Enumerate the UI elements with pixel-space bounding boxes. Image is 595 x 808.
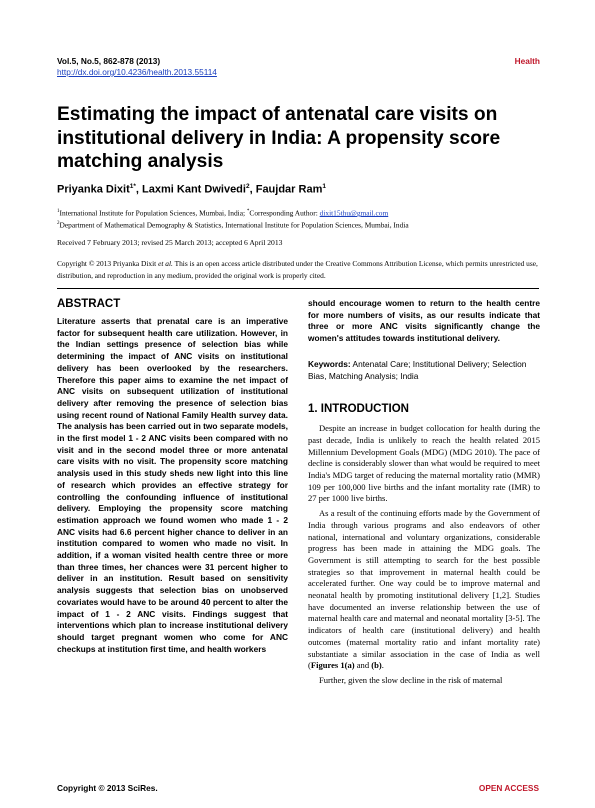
figure-ref[interactable]: Figures 1(a) [310,660,355,671]
affiliation-sup: 2 [57,221,60,227]
introduction-heading: 1. INTRODUCTION [308,403,409,416]
right-column [308,298,540,690]
journal-section: Health [514,56,540,66]
open-access-label: OPEN ACCESS [478,783,539,793]
affiliation-text: International Institute for Population Sciences, Mumbai, India; [59,208,246,218]
corr-sup: * [246,209,250,214]
copyright-suffix: This is an open access article distributed under the Creative Commons Attribution License, which permits unrestricted use, distribution, and reproduction in any medium, provided the original work is properly cited. [57,259,538,280]
intro-paragraph-3: Further, given the slow decline in the risk of maternal [319,674,503,685]
affiliation-2 [57,218,547,230]
journal-info [57,56,217,78]
author-sup: 1 [322,183,326,190]
intro-paragraph-2 [308,508,540,672]
author-name: Priyanka Dixit [57,183,130,196]
footer-copyright: Copyright © 2013 SciRes. [57,783,158,793]
corr-label: Corresponding Author: [249,208,318,218]
paragraph-end: . [381,660,384,671]
figure-ref-and: and [354,660,372,671]
affiliations [57,206,547,231]
intro-paragraph-2-text: As a result of the continuing efforts made by the Government of India through various programs and also endeavors of other national, international and voluntary organizations, considerable progress has been made in attaining the MDG goals. The Government is still attempting to search for the best possible strategies so that improvement in maternal health could be accelerated further. One way could be to improve maternal and neonatal health by promoting institutional delivery [1,2]. Studies have documented an inverse relationship between the use of maternal health care and maternal and neonatal mortality [3-5]. The indicators of health care (institutional delivery) and health outcomes (maternal mortality ratio and infant mortality rate) substantiate a similar association in the case of India as well ( [308,508,540,671]
affiliation-sup: 1 [57,209,60,214]
author-sup: 1* [129,183,136,190]
figure-ref[interactable]: (b) [371,660,382,671]
author-sup: 2 [245,183,250,190]
journal-volume: Vol.5, No.5, 862-878 (2013) [57,56,161,66]
header-rule [57,288,539,289]
author-name: Laxmi Kant Dwivedi [142,183,246,196]
copyright-prefix: Copyright © 2013 Priyanka Dixit [57,259,157,268]
left-column [57,298,288,655]
received-dates: Received 7 February 2013; revised 25 March 2013; accepted 6 April 2013 [57,238,283,247]
keywords [308,359,540,382]
paper-title: Estimating the impact of antenatal care visits on institutional delivery in India: A propensity score matching analysis [57,104,501,172]
affiliation-text: Department of Mathematical Demography & Statistics, International Institute for Population Sciences, Mumbai, India [59,220,409,230]
author-name: Faujdar Ram [255,183,323,196]
copyright-notice [57,258,542,282]
abstract-text: Literature asserts that prenatal care is an imperative factor for subsequent health care utilization. However, in the Indian settings presence of selection bias while determining the impact of ANC visits on institutional delivery has been overlooked by the researchers. Therefore this paper aims to examine the net impact of ANC visits on subsequent utilization of institutional delivery after removing the presence of selection bias using recent round of National Family Health survey data. The analysis has been carried out in two separate models, in the first model 1 - 2 ANC visits been compared with no visit and in the second model three or more antenatal care visits with no visit. The propensity score matching analysis used in this study sheds new light into this line of research which provides an effective strategy for controlling the confounding influence of institutional delivery. Employing the propensity score matching estimation approach we found women who made 1 - 2 ANC visits had 6.6 percent higher chance to deliver in an institution compared to women who made no visit. In addition, if a woman visited health centre three or more than three times, her chances were 31 percent higher to deliver in an institution. Result based on sensitivity analysis suggests that selection bias on unobserved covariates would have to be around 40 percent to alter the impact of 1 - 2 ANC visits. Findings suggest that interventions which plan to increase institutional delivery should target pregnant women who come for ANC checkups at institution first time, and health workers [57,316,288,654]
email-link[interactable]: dixit15thu@gmail.com [319,208,389,218]
keywords-label: Keywords: [308,358,351,369]
affiliation-1 [57,206,547,218]
copyright-etal: et al. [158,259,173,268]
author-list: Priyanka Dixit$^{1*}$, Laxmi Kant Dwivedi$^2$, Faujdar Ram$^1$ [57,183,326,196]
keywords-text: Antenatal Care; Institutional Delivery; Selection Bias, Matching Analysis; India [308,358,527,381]
intro-paragraph-1: Despite an increase in budget collocation for health during the past decade, India is unlikely to reach the health related 2015 Millennium Development Goals (MDG) (MDG 2010). The pace of decline is considerably slower than what would be required to meet India's MDG target of reducing the maternal mortality ratio (MMR) 109 per 100,000 live births and the infant mortality rate (IMR) to 27 per 1000 live births. [308,423,540,504]
abstract-continued: should encourage women to return to the health centre for more numbers of visits, as our results indicate that three or more ANC visits significantly change the women's attitudes towards institutional delivery. [308,298,540,344]
doi-link[interactable]: http://dx.doi.org/10.4236/health.2013.55114 [57,67,217,77]
abstract-heading: ABSTRACT [57,298,121,310]
